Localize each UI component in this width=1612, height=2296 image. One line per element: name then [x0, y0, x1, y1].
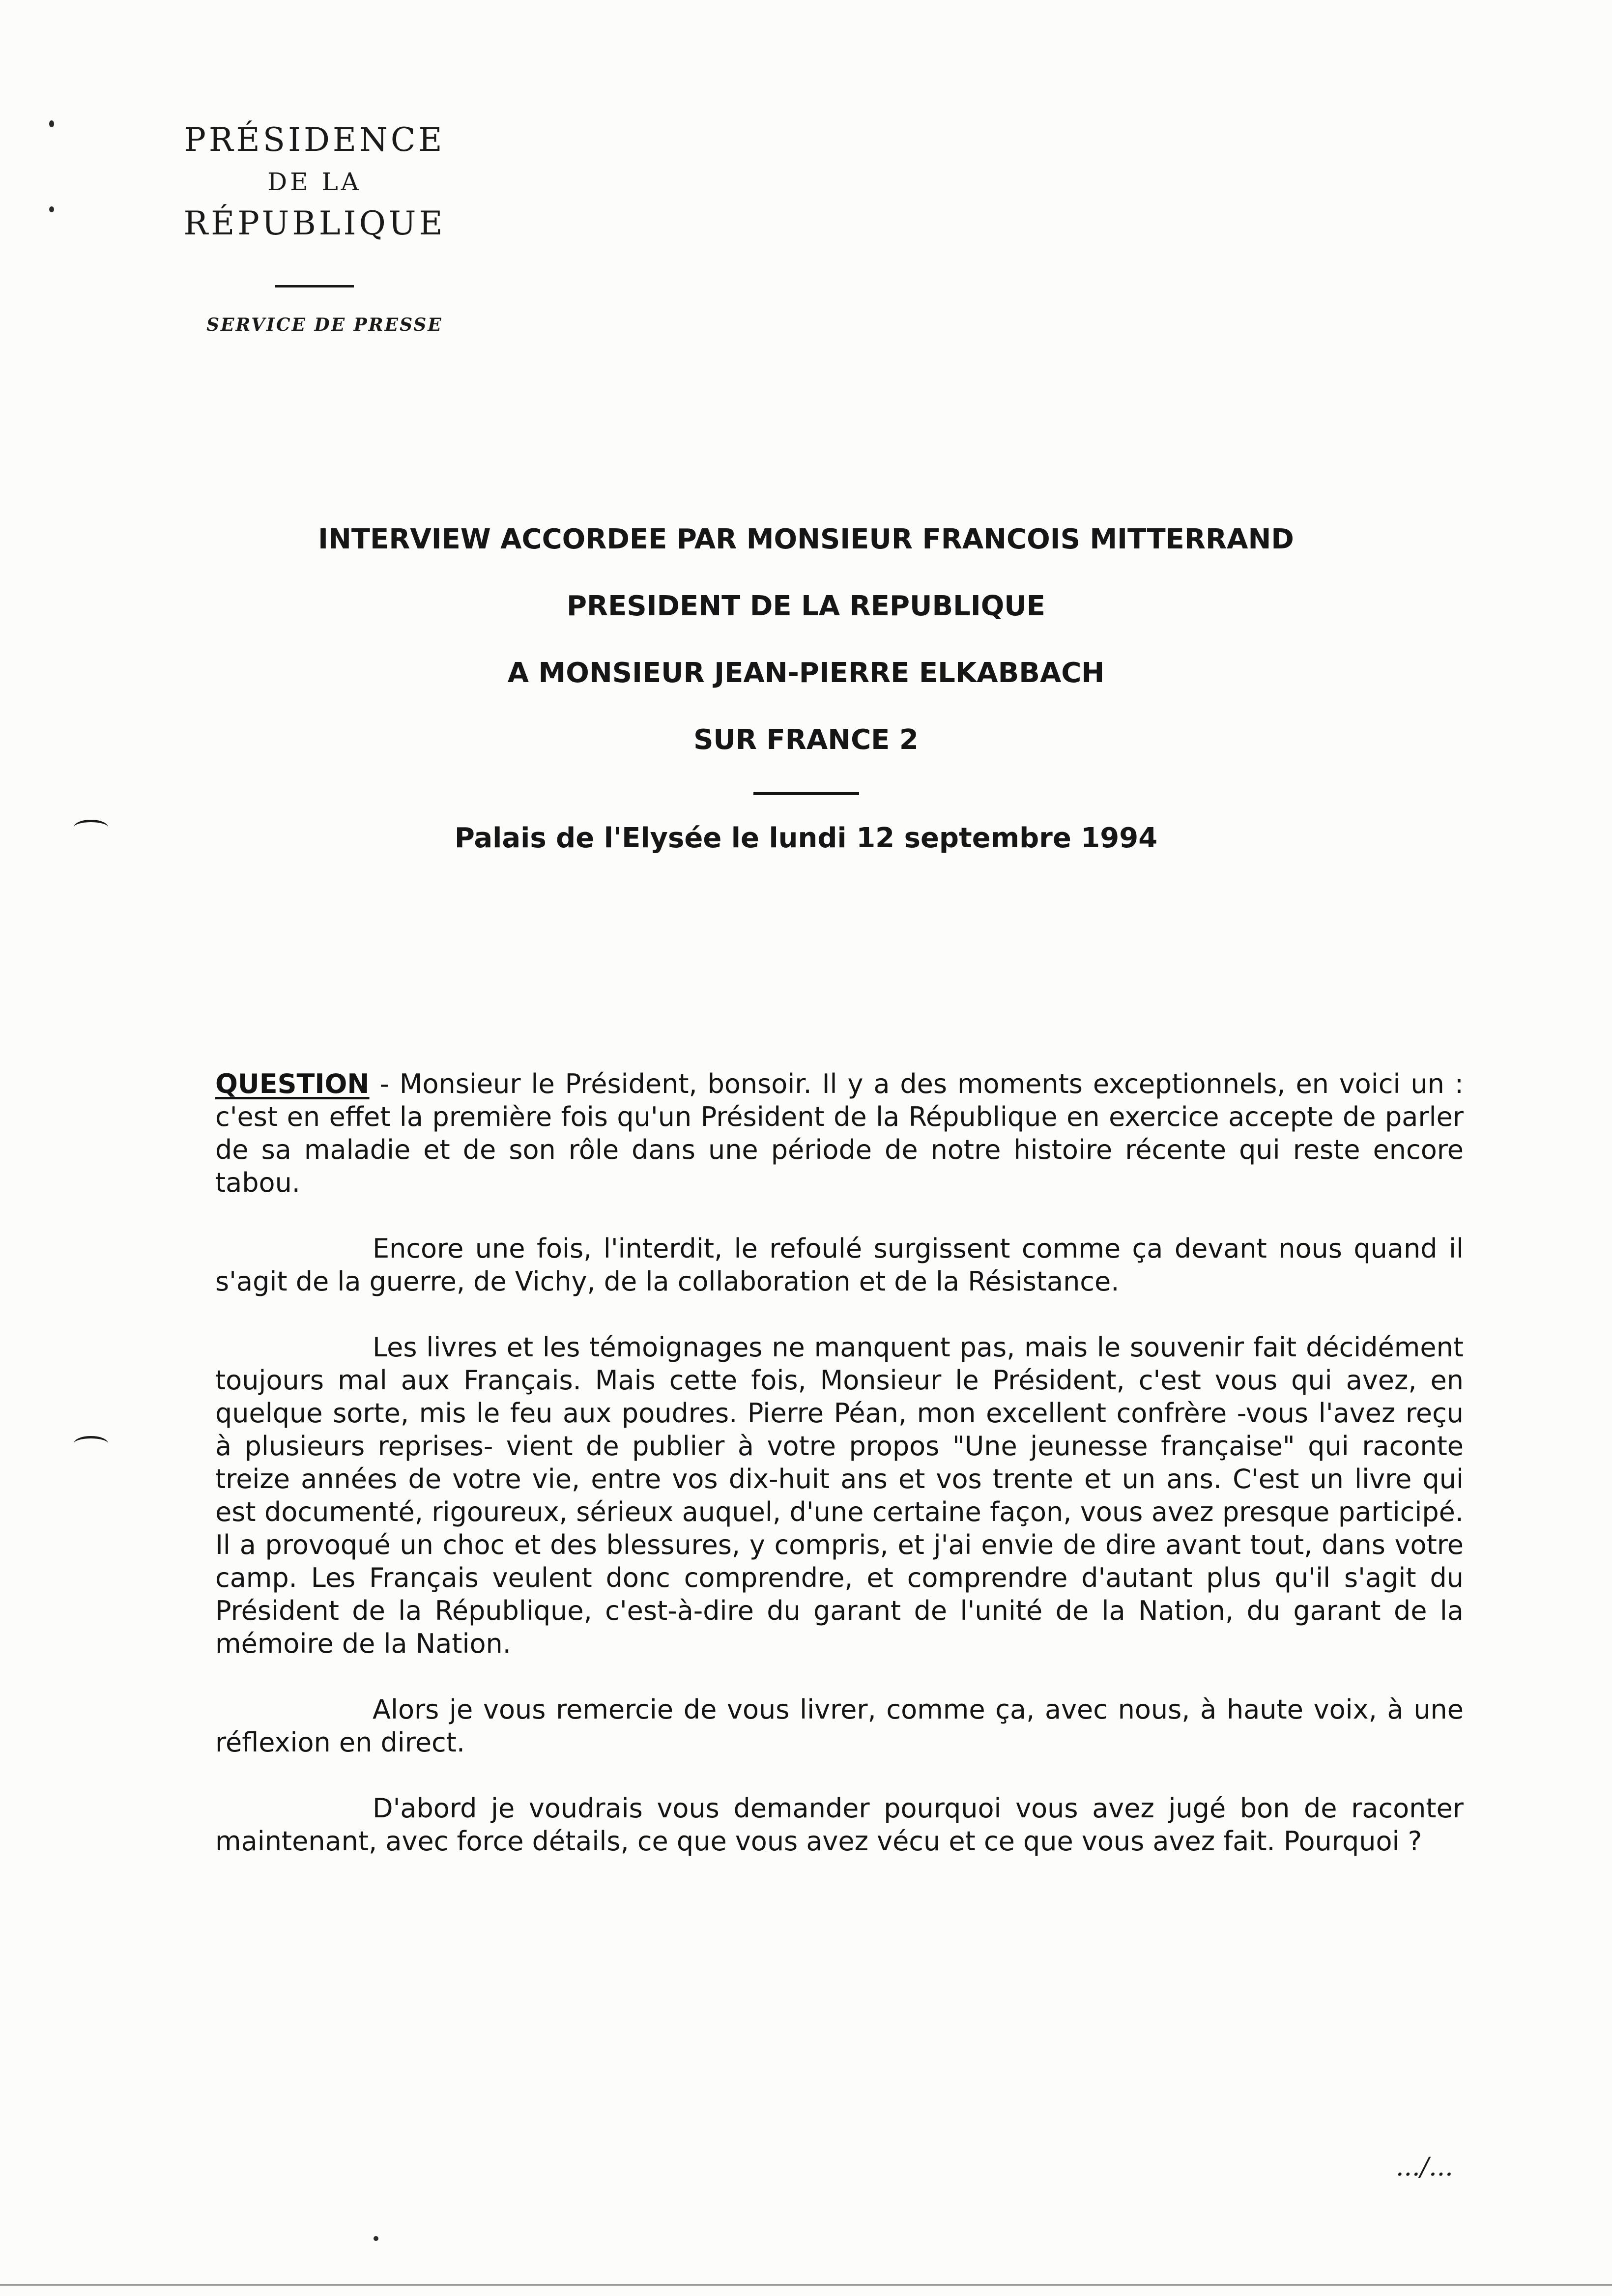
- scan-mark: [74, 1436, 108, 1451]
- scan-speck: [374, 2236, 378, 2241]
- paragraph-5: D'abord je voudrais vous demander pourquoi vous avez jugé bon de raconter maintenant, avec force détails, ce que vous avez vécu et ce que vous avez fait. Pourquoi ?: [215, 1793, 1464, 1857]
- service-de-presse: SERVICE DE PRESSE: [206, 315, 443, 335]
- letterhead: [162, 118, 467, 287]
- letterhead-republique: RÉPUBLIQUE: [183, 204, 446, 242]
- paragraph-4: Alors je vous remercie de vous livrer, comme ça, avec nous, à haute voix, à une réflexion en direct.: [215, 1694, 1464, 1758]
- body-text: [215, 1067, 1464, 1891]
- scan-speck: [49, 120, 54, 127]
- paragraph-3: Les livres et les témoignages ne manquent pas, mais le souvenir fait décidément toujours mal aux Français. Mais cette fois, Monsieur le Président, c'est vous qui avez, en quelque sorte, mis le feu aux poudres. Pierre Péan, mon excellent confrère -vous l'avez reçu à plusieurs reprises- vient de publier à votre propos "Une jeunesse française" qui raconte treize années de votre vie, entre vos dix-huit ans et vos trente et un ans. C'est un livre qui est documenté, rigoureux, sérieux auquel, d'une certaine façon, vous avez presque participé. Il a provoqué un choc et des blessures, y compris, et j'ai envie de dire avant tout, dans votre camp. Les Français veulent donc comprendre, et comprendre d'autant plus qu'il s'agit du Président de la République, c'est-à-dire du garant de l'unité de la Nation, du garant de la mémoire de la Nation.: [215, 1332, 1464, 1659]
- question-label: QUESTION: [215, 1068, 370, 1099]
- title-rule: [753, 792, 859, 795]
- continuation-mark: .../...: [1396, 2152, 1453, 2182]
- title-line-president: PRESIDENT DE LA REPUBLIQUE: [566, 590, 1046, 622]
- letterhead-rule: [275, 285, 354, 287]
- title-date: Palais de l'Elysée le lundi 12 septembre 1994: [454, 822, 1158, 854]
- title-block: [0, 506, 1612, 863]
- scan-mark: [74, 820, 108, 835]
- letterhead-presidence: PRÉSIDENCE: [184, 121, 445, 159]
- title-line-interviewer: A MONSIEUR JEAN-PIERRE ELKABBACH: [507, 657, 1105, 689]
- scan-edge: [0, 2284, 1612, 2286]
- title-line-interview: INTERVIEW ACCORDEE PAR MONSIEUR FRANCOIS MITTERRAND: [318, 523, 1294, 555]
- paragraph-question: [215, 1067, 1464, 1199]
- scan-speck: [49, 206, 54, 212]
- paragraph-2: Encore une fois, l'interdit, le refoulé surgissent comme ça devant nous quand il s'agit de la guerre, de Vichy, de la collaboration et de la Résistance.: [215, 1233, 1464, 1297]
- title-line-channel: SUR FRANCE 2: [693, 724, 919, 756]
- letterhead-de-la: DE LA: [267, 168, 362, 196]
- paragraph-1-text: - Monsieur le Président, bonsoir. Il y a des moments exceptionnels, en voici un : c'est en effet la première fois qu'un Président de la République en exercice accepte de parler de sa maladie et de son rôle dans une période de notre histoire récente qui reste encore tabou.: [215, 1068, 1464, 1198]
